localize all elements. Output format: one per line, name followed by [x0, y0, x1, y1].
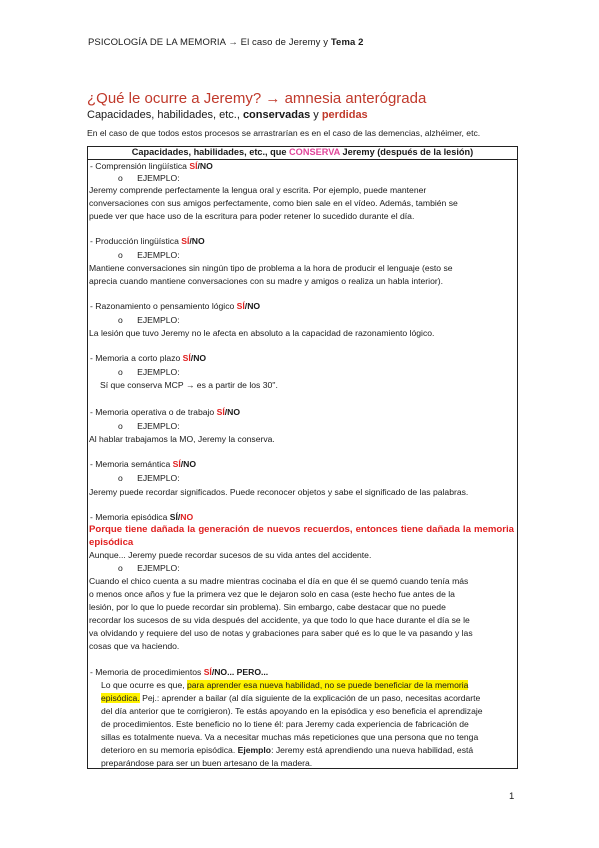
procedural-text: Pej.: aprender a bailar (al día siguiente de la explicación de un paso, necesitas acordarte: [139, 693, 481, 703]
si-mark: SÍ: [169, 512, 178, 522]
example-row: [118, 366, 180, 379]
bullet-icon: o: [118, 563, 123, 573]
item-text-line: cosas que va haciendo.: [89, 641, 180, 651]
example-row: [118, 172, 180, 185]
si-mark: SÍ: [181, 236, 190, 246]
item-title: - Memoria operativa o de trabajo: [90, 407, 215, 417]
table-header: [87, 146, 518, 160]
page-number: 1: [509, 791, 515, 802]
item-heading: [90, 666, 268, 679]
item-text-line: Jeremy comprende perfectamente la lengua oral y escrita. Por ejemplo, puede mantener: [89, 185, 427, 195]
pero-mark: ... PERO...: [227, 667, 269, 677]
procedural-line: [101, 692, 514, 705]
procedural-line: [101, 679, 514, 692]
item-title: - Memoria episódica: [90, 512, 168, 522]
no-mark: NO: [247, 301, 261, 311]
subtitle-pre: Capacidades, habilidades, etc.,: [87, 109, 243, 121]
highlighted-text: para aprender esa nueva habilidad, no se puede beneficiar de la memoria: [187, 680, 469, 690]
item-text-line: Cuando el chico cuenta a su madre mientras cocinaba el día en que él se quemó cuando tenía más: [89, 576, 469, 586]
item-text-line: Al hablar trabajamos la MO, Jeremy la conserva.: [89, 434, 275, 444]
slash: /: [180, 459, 184, 469]
item-title: - Memoria a corto plazo: [90, 353, 181, 363]
si-mark: SÍ: [203, 667, 212, 677]
bullet-icon: o: [118, 315, 123, 325]
example-row: [118, 472, 180, 485]
item-title: - Comprensión lingüística: [90, 161, 187, 171]
slash: /: [189, 236, 192, 246]
episodic-reason: Porque tiene dañada la generación de nuevos recuerdos, entonces tiene dañada la memoria episódica: [89, 524, 514, 548]
item-heading: [90, 458, 196, 471]
example-row: [118, 249, 180, 262]
example-label: EJEMPLO:: [137, 173, 180, 183]
slash: /: [224, 407, 228, 417]
no-mark: NO: [199, 161, 213, 171]
procedural-bold: Ejemplo: [237, 745, 272, 755]
item-heading: [90, 160, 213, 173]
example-label: EJEMPLO:: [137, 367, 180, 377]
no-mark: NO: [191, 236, 205, 246]
header-case: El caso de Jeremy y: [240, 37, 329, 48]
example-label: EJEMPLO:: [137, 421, 180, 431]
si-mark: SÍ: [172, 459, 181, 469]
slash: /: [197, 161, 200, 171]
example-row: [118, 562, 180, 575]
procedural-line: preparándose para ser un buen artesano de la madera.: [101, 758, 313, 768]
bullet-icon: o: [118, 367, 123, 377]
header-topic: Tema 2: [330, 37, 364, 48]
example-row: [118, 314, 180, 327]
page-title: ¿Qué le ocurre a Jeremy? → amnesia anterógrada: [87, 90, 427, 107]
procedural-text: : Jeremy está aprendiendo una nueva habilidad, está: [271, 745, 474, 755]
item-title: - Memoria de procedimientos: [90, 667, 202, 677]
bullet-icon: o: [118, 250, 123, 260]
bullet-icon: o: [118, 173, 123, 183]
item-text-line: va olvidando y requiere del uso de notas y grabaciones para saber qué es lo que le va pasando y las: [89, 628, 473, 638]
page-header: [88, 37, 364, 48]
procedural-line: [101, 744, 514, 757]
item-text-line: puede ver que hace uso de la escritura para poder retener lo sucedido durante el día.: [89, 211, 415, 221]
item-title: - Memoria semántica: [90, 459, 171, 469]
intro-text: En el caso de que todos estos procesos se arrastrarían es en el caso de las demencias, alzhéimer, etc.: [87, 128, 481, 138]
item-text-line: lesión, por lo que lo puede recordar sin problema). Sin embargo, cabe destacar que no puede: [89, 602, 446, 612]
bullet-icon: o: [118, 421, 123, 431]
item-text-line: Mantiene conversaciones sin ningún tipo de problema a la hora de producir el lenguaje (esto se: [89, 263, 453, 273]
no-mark: NO: [227, 407, 240, 417]
item-heading: [90, 300, 260, 313]
table-header-pre: Capacidades, habilidades, etc., que: [131, 147, 290, 157]
no-mark: NO: [183, 459, 197, 469]
example-label: EJEMPLO:: [137, 250, 180, 260]
subtitle-mid: y: [310, 109, 322, 121]
subtitle-conservadas: conservadas: [242, 109, 311, 121]
item-text-line: Sí que conserva MCP → es a partir de los 30''.: [100, 380, 278, 390]
header-course: PSICOLOGÍA DE LA MEMORIA: [88, 37, 226, 48]
slash: /: [177, 512, 181, 522]
item-title: - Razonamiento o pensamiento lógico: [90, 301, 235, 311]
procedural-text: Lo que ocurre es que,: [101, 680, 187, 690]
item-heading: [90, 406, 240, 419]
si-mark: SÍ: [216, 407, 225, 417]
procedural-text: deterioro en su memoria episódica.: [101, 745, 238, 755]
episodic-aunque: Aunque... Jeremy puede recordar sucesos de su vida antes del accidente.: [89, 550, 372, 560]
procedural-line: del día anterior que te corrigieron). Te estás apoyando en la episódica y eso beneficia el aprendizaje: [101, 706, 483, 716]
item-text-line: aprecia cuando mantiene conversaciones con su madre y amigos o realiza un habla interior).: [89, 276, 443, 286]
table-header-post: Jeremy (después de la lesión): [339, 147, 474, 157]
slash: /: [211, 667, 215, 677]
no-mark: NO: [193, 353, 207, 363]
si-mark: SÍ: [189, 161, 198, 171]
item-title: - Producción lingüística: [90, 236, 179, 246]
item-heading: [90, 352, 206, 365]
table-header-conserva: CONSERVA: [289, 147, 340, 157]
bullet-icon: o: [118, 473, 123, 483]
no-mark: NO: [214, 667, 228, 677]
example-row: [118, 420, 180, 433]
procedural-line: de procedimientos. Este beneficio no lo tiene él: para Jeremy cada experiencia de fabricación de: [101, 719, 469, 729]
si-mark: SÍ: [236, 301, 245, 311]
example-label: EJEMPLO:: [137, 315, 180, 325]
item-text-line: conversaciones con sus amigos perfectamente, como bien sale en el vídeo. Además, también se: [89, 198, 458, 208]
example-label: EJEMPLO:: [137, 563, 180, 573]
item-text-line: La lesión que tuvo Jeremy no le afecta en absoluto a la capacidad de razonamiento lógico.: [89, 328, 435, 338]
page-subtitle: [87, 109, 368, 121]
item-heading: [90, 235, 205, 248]
highlighted-text: episódica.: [101, 693, 140, 703]
si-mark: SÍ: [182, 353, 191, 363]
no-mark: NO: [180, 512, 194, 522]
slash: /: [190, 353, 194, 363]
example-label: EJEMPLO:: [137, 473, 180, 483]
item-heading: [90, 511, 193, 524]
item-text-line: o menos once años y fue la primera vez que le dejaron solo en casa (este hecho fue antes de la: [89, 589, 455, 599]
arrow-icon: →: [228, 37, 238, 48]
slash: /: [244, 301, 248, 311]
item-text-line: Jeremy puede recordar significados. Puede reconocer objetos y sabe el significado de las palabras.: [89, 487, 469, 497]
item-text-line: recordar los sucesos de su vida después del accidente, ya que todo lo que hace durante el día se le: [89, 615, 470, 625]
subtitle-perdidas: perdidas: [321, 109, 368, 121]
procedural-line: sillas es totalmente nueva. Va a necesitar muchas más repeticiones que una persona que no tenga: [101, 732, 479, 742]
